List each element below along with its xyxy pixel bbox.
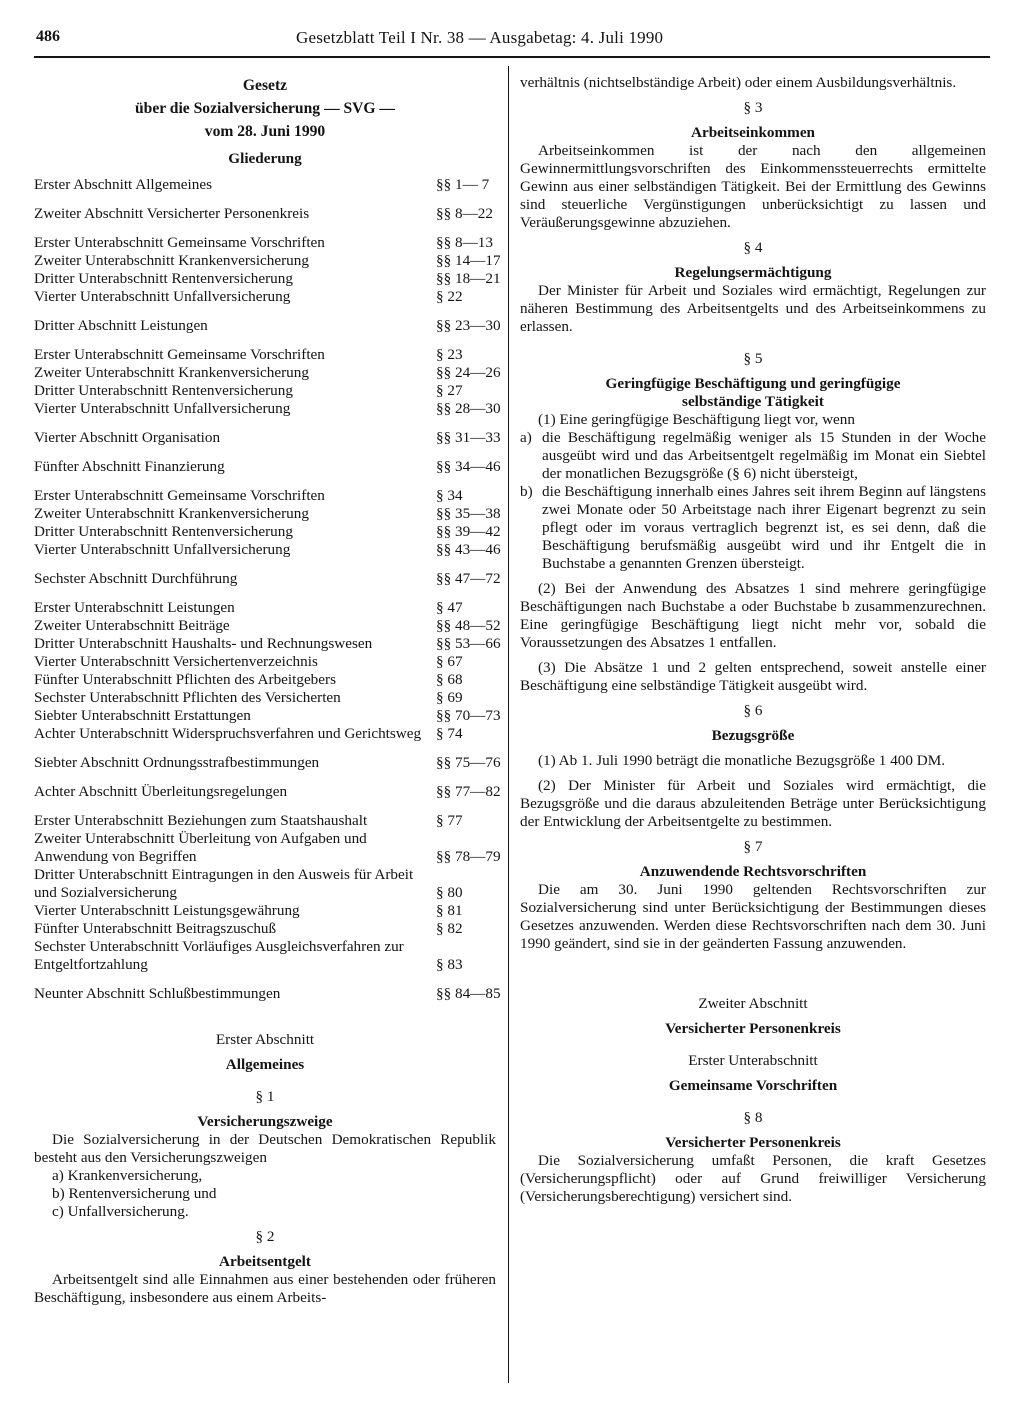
toc-label: Fünfter Unterabschnitt Pflichten des Arbeitgebers xyxy=(34,671,336,688)
toc-entry xyxy=(34,270,501,288)
toc-label: Sechster Unterabschnitt Vorläufiges Ausgleichsverfahren zur Entgeltfortzahlung xyxy=(34,938,404,973)
toc-ref: § 69 xyxy=(436,689,463,706)
toc-label: Sechster Abschnitt Durchführung xyxy=(34,570,238,587)
toc-ref: §§ 53—66 xyxy=(436,635,501,652)
toc-entry xyxy=(34,400,501,418)
toc-entry xyxy=(34,671,496,689)
toc-ref: §§ 34—46 xyxy=(436,458,501,475)
section-text: Der Minister für Arbeit und Soziales wird ermächtigt, Regelungen zur näheren Bestimmung des Arbeitsentgelts und des Arbeitseinkommens zu erlassen. xyxy=(520,282,986,335)
toc-ref: § 81 xyxy=(436,902,463,919)
section-text-continued: verhältnis (nichtselbständige Arbeit) oder einem Ausbildungsverhältnis. xyxy=(520,74,957,91)
toc-label: Fünfter Abschnitt Finanzierung xyxy=(34,458,225,475)
toc-entry xyxy=(34,902,496,920)
toc-ref: §§ 1— 7 xyxy=(436,176,490,193)
toc-label: Vierter Unterabschnitt Unfallversicherung xyxy=(34,400,291,417)
list-text: die Beschäftigung innerhalb eines Jahres seit ihrem Beginn auf längstens zwei Monate oder 50 Arbeitstage nach ihrer Eigenart begrenzt zu sein pflegt oder im voraus vertraglich begrenzt ist, es sei denn, daß die Beschäftigung berufsmäßig ausgeübt wird und ihr Entgelt die in Buchstabe a genannten Grenzen übersteigt. xyxy=(542,483,986,572)
toc-ref: §§ 18—21 xyxy=(436,270,501,287)
toc-label: Erster Abschnitt Allgemeines xyxy=(34,176,212,193)
toc-ref: §§ 84—85 xyxy=(436,985,501,1002)
section-number: § 3 xyxy=(743,99,763,116)
toc-ref: § 83 xyxy=(436,956,463,973)
toc-entry xyxy=(34,725,496,743)
toc-label: Vierter Unterabschnitt Versichertenverzeichnis xyxy=(34,653,318,670)
section-title: Anzuwendende Rechtsvorschriften xyxy=(639,863,867,880)
toc-entry xyxy=(34,617,501,635)
section-number: § 5 xyxy=(743,350,763,367)
toc-entry xyxy=(34,570,501,588)
toc-label: Zweiter Unterabschnitt Krankenversicherung xyxy=(34,364,309,381)
toc-label: Vierter Unterabschnitt Unfallversicherung xyxy=(34,541,291,558)
toc-entry xyxy=(34,830,501,866)
toc-ref: §§ 24—26 xyxy=(436,364,501,381)
toc-entry xyxy=(34,288,496,306)
section-title: Arbeitseinkommen xyxy=(690,124,816,141)
page-number: 486 xyxy=(36,28,60,45)
toc-label: Zweiter Unterabschnitt Krankenversicherung xyxy=(34,505,309,522)
toc-label: Dritter Unterabschnitt Haushalts- und Rechnungswesen xyxy=(34,635,373,652)
toc-entry xyxy=(34,364,501,382)
list-text: die Beschäftigung regelmäßig weniger als 15 Stunden in der Woche ausgeübt wird und das Arbeitsentgelt regelmäßig im Monat ein Siebtel der monatlichen Bezugsgröße (§ 6) nicht übersteigt, xyxy=(542,429,986,482)
toc-label: Siebter Unterabschnitt Erstattungen xyxy=(34,707,251,724)
toc-entry xyxy=(34,252,501,270)
toc-ref: §§ 14—17 xyxy=(436,252,501,269)
toc-entry xyxy=(34,635,501,653)
toc-entry xyxy=(34,985,501,1003)
chapter-title: Versicherter Personenkreis xyxy=(665,1020,841,1037)
list-item: c) Unfallversicherung. xyxy=(52,1203,189,1220)
toc-entry xyxy=(34,938,496,974)
toc-entry xyxy=(34,599,496,617)
toc-ref: §§ 43—46 xyxy=(436,541,501,558)
toc-ref: §§ 23—30 xyxy=(436,317,501,334)
section-title: Geringfügige Beschäftigung und geringfügige selbständige Tätigkeit xyxy=(605,375,901,410)
toc-label: Dritter Unterabschnitt Rentenversicherung xyxy=(34,523,293,540)
toc-ref: § 67 xyxy=(436,653,463,670)
toc-label: Erster Unterabschnitt Beziehungen zum Staatshaushalt xyxy=(34,812,368,829)
toc-label: Achter Unterabschnitt Widerspruchsverfahren und Gerichtsweg xyxy=(34,725,422,742)
chapter-title: Allgemeines xyxy=(225,1056,305,1073)
section-text: Arbeitseinkommen ist der nach den allgemeinen Gewinnermittlungsvorschriften des Einkommenssteuerrechts ermittelte Gewinn aus einer selbständigen Tätigkeit. Bei der Ermittlung des Gewinns sind steuerliche Vergünstigungen unberücksichtigt zu lassen und Veräußerungsgewinne abzuziehen. xyxy=(520,142,986,231)
toc-entry xyxy=(34,920,496,938)
list-label: a) xyxy=(520,429,532,446)
list-item: b) Rentenversicherung und xyxy=(52,1185,217,1202)
toc-ref: § 34 xyxy=(436,487,463,504)
table-of-contents xyxy=(34,176,501,1003)
toc-label: Dritter Unterabschnitt Rentenversicherung xyxy=(34,270,293,287)
toc-ref: §§ 70—73 xyxy=(436,707,501,724)
toc-entry xyxy=(34,505,501,523)
toc-label: Fünfter Unterabschnitt Beitragszuschuß xyxy=(34,920,277,937)
chapter-label: Zweiter Abschnitt xyxy=(698,995,808,1012)
toc-label: Zweiter Abschnitt Versicherter Personenkreis xyxy=(34,205,310,222)
section-title: Bezugsgröße xyxy=(711,727,795,744)
toc-entry xyxy=(34,234,496,252)
law-title-line2: über die Sozialversicherung — SVG — xyxy=(134,100,396,117)
paragraph: (1) Ab 1. Juli 1990 beträgt die monatliche Bezugsgröße 1 400 DM. xyxy=(538,752,946,769)
toc-label: Vierter Unterabschnitt Leistungsgewährung xyxy=(34,902,300,919)
toc-ref: §§ 47—72 xyxy=(436,570,501,587)
law-title-line3: vom 28. Juni 1990 xyxy=(204,123,326,140)
section-text: Die am 30. Juni 1990 geltenden Rechtsvorschriften zur Sozialversicherung sind unter Berücksichtigung der Bestimmungen dieses Gesetzes anzuwenden. Werden diese Rechtsvorschriften nach dem 30. Juni 1990 geändert, sind sie in der geänderten Fassung anzuwenden. xyxy=(520,881,986,952)
toc-ref: § 47 xyxy=(436,599,463,616)
paragraph: (2) Der Minister für Arbeit und Soziales wird ermächtigt, die Bezugsgröße und die daraus abzuleitenden Beträge unter Berücksichtigung der Entwicklung der Arbeitsentgelte zu bestimmen. xyxy=(520,777,986,830)
paragraph: (1) Eine geringfügige Beschäftigung liegt vor, wenn xyxy=(538,411,855,428)
toc-ref: §§ 77—82 xyxy=(436,783,501,800)
toc-entry xyxy=(34,812,496,830)
section-number: § 7 xyxy=(743,838,763,855)
toc-ref: §§ 48—52 xyxy=(436,617,501,634)
toc-label: Dritter Abschnitt Leistungen xyxy=(34,317,208,334)
toc-ref: § 68 xyxy=(436,671,463,688)
toc-entry xyxy=(34,205,496,223)
toc-ref: §§ 39—42 xyxy=(436,523,501,540)
section-text: Die Sozialversicherung in der Deutschen Demokratischen Republik besteht aus den Versicherungszweigen xyxy=(34,1131,496,1166)
toc-label: Vierter Abschnitt Organisation xyxy=(34,429,221,446)
toc-label: Zweiter Unterabschnitt Krankenversicherung xyxy=(34,252,309,269)
paragraph: (3) Die Absätze 1 und 2 gelten entsprechend, soweit anstelle einer Beschäftigung eine selbständige Tätigkeit ausgeübt wird. xyxy=(520,659,986,694)
section-title: Versicherter Personenkreis xyxy=(665,1134,841,1151)
toc-ref: §§ 8—13 xyxy=(436,234,493,251)
toc-entry xyxy=(34,754,501,772)
toc-label: Achter Abschnitt Überleitungsregelungen xyxy=(34,783,288,800)
toc-ref: § 23 xyxy=(436,346,463,363)
section-title: Versicherungszweige xyxy=(197,1113,333,1130)
list-item xyxy=(520,483,986,573)
section-number: § 2 xyxy=(255,1228,275,1245)
list-item: a) Krankenversicherung, xyxy=(52,1167,203,1184)
paragraph: (2) Bei der Anwendung des Absatzes 1 sind mehrere geringfügige Beschäftigungen nach Buchstabe a oder Buchstabe b zusammenzurechnen. Eine geringfügige Beschäftigung liegt nicht mehr vor, sobald die Voraussetzungen des Absatzes 1 entfallen. xyxy=(520,580,986,651)
header-rule xyxy=(34,56,990,58)
section-number: § 8 xyxy=(743,1109,763,1126)
toc-ref: §§ 28—30 xyxy=(436,400,501,417)
toc-ref: § 74 xyxy=(436,725,463,742)
section-number: § 6 xyxy=(743,702,763,719)
toc-label: Sechster Unterabschnitt Pflichten des Versicherten xyxy=(34,689,341,706)
section-text: Arbeitsentgelt sind alle Einnahmen aus einer bestehenden oder früheren Beschäftigung, insbesondere aus einem Arbeits- xyxy=(34,1271,496,1306)
left-column xyxy=(34,74,501,1307)
section-number: § 4 xyxy=(743,239,763,256)
running-header: Gesetzblatt Teil I Nr. 38 — Ausgabetag: 4. Juli 1990 xyxy=(296,28,664,47)
chapter-label: Erster Abschnitt xyxy=(215,1031,315,1048)
toc-label: Erster Unterabschnitt Gemeinsame Vorschriften xyxy=(34,346,325,363)
toc-ref: § 22 xyxy=(436,288,463,305)
toc-ref: § 77 xyxy=(436,812,463,829)
section-title: Arbeitsentgelt xyxy=(219,1253,311,1270)
toc-entry xyxy=(34,458,501,476)
toc-entry xyxy=(34,541,501,559)
toc-entry xyxy=(34,689,496,707)
toc-ref: §§ 31—33 xyxy=(436,429,501,446)
toc-label: Erster Unterabschnitt Gemeinsame Vorschriften xyxy=(34,487,325,504)
toc-ref: § 82 xyxy=(436,920,463,937)
toc-entry xyxy=(34,523,501,541)
toc-entry xyxy=(34,317,501,335)
section-title: Regelungsermächtigung xyxy=(674,264,832,281)
toc-label: Erster Unterabschnitt Leistungen xyxy=(34,599,235,616)
toc-label: Erster Unterabschnitt Gemeinsame Vorschriften xyxy=(34,234,325,251)
toc-label: Dritter Unterabschnitt Eintragungen in den Ausweis für Arbeit und Sozialversicherung xyxy=(34,866,414,901)
toc-ref: § 27 xyxy=(436,382,463,399)
toc-entry xyxy=(34,346,496,364)
toc-entry xyxy=(34,176,496,194)
column-divider xyxy=(508,66,509,1383)
toc-label: Siebter Abschnitt Ordnungsstrafbestimmungen xyxy=(34,754,320,771)
toc-label: Vierter Unterabschnitt Unfallversicherung xyxy=(34,288,291,305)
toc-heading: Gliederung xyxy=(228,150,302,167)
toc-entry xyxy=(34,653,496,671)
section-number: § 1 xyxy=(255,1088,275,1105)
section-text: Die Sozialversicherung umfaßt Personen, die kraft Gesetzes (Versicherungspflicht) oder auf Grund freiwilliger Versicherung (Versicherungsberechtigung) versichert sind. xyxy=(520,1152,986,1205)
law-title-line1: Gesetz xyxy=(242,77,288,94)
toc-ref: §§ 75—76 xyxy=(436,754,501,771)
subchapter-label: Erster Unterabschnitt xyxy=(688,1052,818,1069)
toc-ref: §§ 78—79 xyxy=(436,848,501,865)
toc-entry xyxy=(34,429,501,447)
subchapter-title: Gemeinsame Vorschriften xyxy=(668,1077,838,1094)
toc-ref: §§ 35—38 xyxy=(436,505,501,522)
toc-entry xyxy=(34,866,496,902)
toc-label: Zweiter Unterabschnitt Überleitung von Aufgaben und Anwendung von Begriffen xyxy=(34,830,367,865)
toc-ref: §§ 8—22 xyxy=(436,205,493,222)
toc-label: Dritter Unterabschnitt Rentenversicherung xyxy=(34,382,293,399)
toc-label: Zweiter Unterabschnitt Beiträge xyxy=(34,617,230,634)
toc-entry xyxy=(34,783,501,801)
list-item xyxy=(520,429,986,483)
toc-entry xyxy=(34,382,496,400)
right-column xyxy=(520,74,986,1206)
toc-entry xyxy=(34,707,501,725)
toc-label: Neunter Abschnitt Schlußbestimmungen xyxy=(34,985,281,1002)
list-label: b) xyxy=(520,483,533,500)
toc-entry xyxy=(34,487,496,505)
toc-ref: § 80 xyxy=(436,884,463,901)
